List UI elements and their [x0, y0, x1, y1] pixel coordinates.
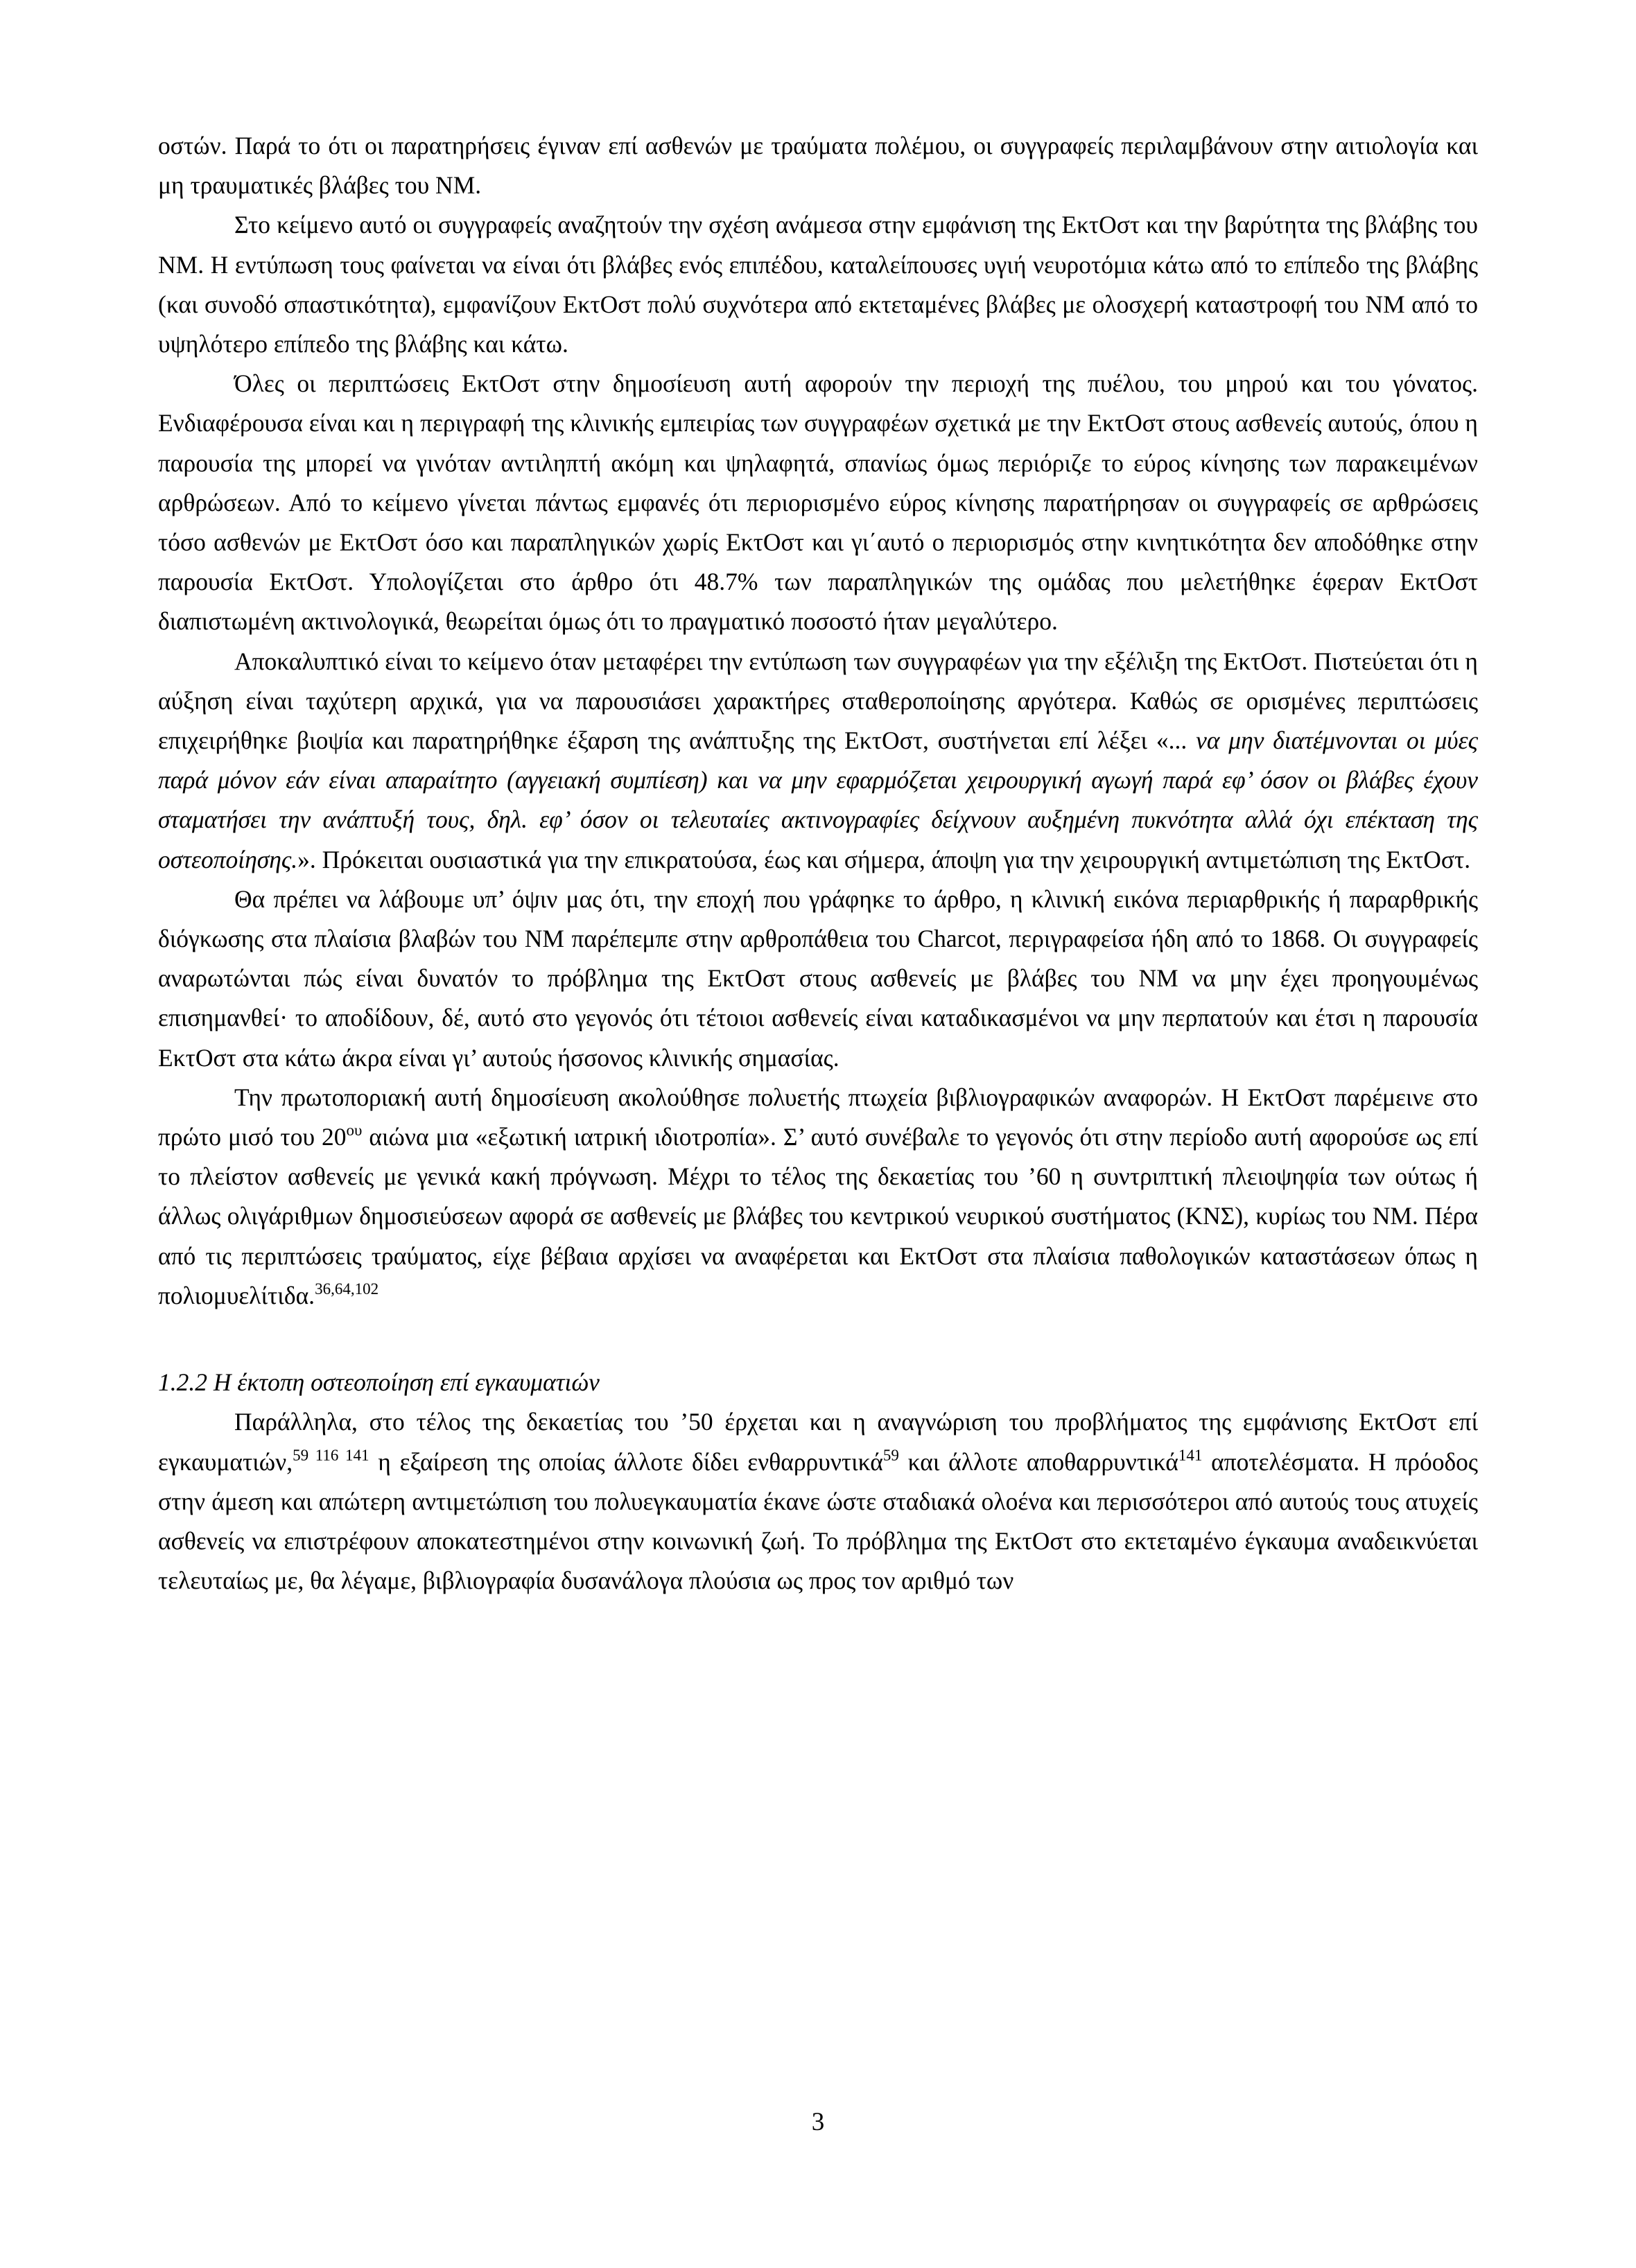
text-run: Παράλληλα, στο τέλος της δεκαετίας του ’50 έρχεται και η αναγνώριση του προβλήματος της εμφάνισης ΕκτΟστ επί εγκαυματιών,	[158, 1408, 1478, 1476]
body-text	[158, 126, 1478, 1316]
page-number: 3	[811, 2108, 825, 2136]
text-run: Στο κείμενο αυτό οι συγγραφείς αναζητούν την σχέση ανάμεσα στην εμφάνιση της ΕκτΟστ και την βαρύτητα της βλάβης του ΝΜ. Η εντύπωση τους φαίνεται να είναι ότι βλάβες ενός επιπέδου, καταλείπουσες υγιή νευροτόμια κάτω από το επίπεδο της βλάβης (και συνοδό σπαστικότητα), εμφανίζουν ΕκτΟστ πολύ συχνότερα από εκτεταμένες βλάβες με ολοσχερή καταστροφή του ΝΜ από το υψηλότερο επίπεδο της βλάβης και κάτω.	[158, 211, 1478, 358]
text-run: αιώνα μια «εξωτική ιατρική ιδιοτροπία». Σ’ αυτό συνέβαλε το γεγονός ότι στην περίοδο αυτή αφορούσε ως επί το πλείστον ασθενείς με γενικά κακή πρόγνωση. Μέχρι το τέλος της δεκαετίας του ’60 η συντριπτική πλειοψηφία των ούτως ή άλλως ολιγάριθμων δημοσιεύσεων αφορά σε ασθενείς με βλάβες του κεντρικού νευρικού συστήματος (ΚΝΣ), κυρίως του ΝΜ. Πέρα από τις περιπτώσεις τραύματος, είχε βέβαια αρχίσει να αναφέρεται και ΕκτΟστ στα πλαίσια παθολογικών καταστάσεων όπως η πολιομυελίτιδα.	[158, 1123, 1478, 1309]
section-body-text	[158, 1402, 1478, 1600]
superscript: 59 116 141	[293, 1446, 369, 1464]
italic-text: να μην διατέμνονται οι μύες παρά μόνον εάν είναι απαραίτητο (αγγειακή συμπίεση) και να μην εφαρμόζεται χειρουργική αγωγή παρά εφ’ όσον οι βλάβες έχουν σταματήσει την ανάπτυξή τους, δηλ. εφ’ όσον οι τελευταίες ακτινογραφίες δείχνουν αυξημένη πυκνότητα αλλά όχι επέκταση της οστεοποίησης.	[158, 726, 1478, 873]
paragraph	[158, 126, 1478, 205]
superscript: 141	[1178, 1446, 1203, 1464]
paragraph	[158, 205, 1478, 364]
text-run: ». Πρόκειται ουσιαστικά για την επικρατούσα, έως και σήμερα, άποψη για την χειρουργική αντιμετώπιση της ΕκτΟστ.	[297, 845, 1471, 873]
text-run: Θα πρέπει να λάβουμε υπ’ όψιν μας ότι, την εποχή που γράφηκε το άρθρο, η κλινική εικόνα περιαρθρικής ή παραρθρικής διόγκωσης στα πλαίσια βλαβών του ΝΜ παρέπεμπε στην αρθροπάθεια του Charcot, περιγραφείσα ήδη από το 1868. Οι συγγραφείς αναρωτώνται πώς είναι δυνατόν το πρόβλημα της ΕκτΟστ στους ασθενείς με βλάβες του ΝΜ να μην έχει προηγουμένως επισημανθεί· το αποδίδουν, δέ, αυτό στο γεγονός ότι τέτοιοι ασθενείς είναι καταδικασμένοι να μην περπατούν και έτσι η παρουσία ΕκτΟστ στα κάτω άκρα είναι γι’ αυτούς ήσσονος κλινικής σημασίας.	[158, 884, 1478, 1072]
paragraph	[158, 1402, 1478, 1600]
document-page	[158, 126, 1478, 1600]
text-run: Την πρωτοποριακή αυτή δημοσίευση ακολούθησε πολυετής πτωχεία βιβλιογραφικών αναφορών. Η ΕκτΟστ παρέμεινε στο πρώτο μισό του 20	[158, 1083, 1478, 1151]
text-run: Αποκαλυπτικό είναι το κείμενο όταν μεταφέρει την εντύπωση των συγγραφέων για την εξέλιξη της ΕκτΟστ. Πιστεύεται ότι η αύξηση είναι ταχύτερη αρχικά, για να παρουσιάσει χαρακτήρες σταθεροποίησης αργότερα. Καθώς σε ορισμένες περιπτώσεις επιχειρήθηκε βιοψία και παρατηρήθηκε έξαρση της ανάπτυξης της ΕκτΟστ, συστήνεται επί λέξει «...	[158, 647, 1478, 755]
paragraph	[158, 1078, 1478, 1316]
paragraph	[158, 364, 1478, 641]
paragraph	[158, 642, 1478, 880]
section-heading: 1.2.2 Η έκτοπη οστεοποίηση επί εγκαυματιών	[158, 1368, 600, 1397]
text-run: Όλες οι περιπτώσεις ΕκτΟστ στην δημοσίευση αυτή αφορούν την περιοχή της πυέλου, του μηρού και του γόνατος. Ενδιαφέρουσα είναι και η περιγραφή της κλινικής εμπειρίας των συγγραφέων σχετικά με την ΕκτΟστ στους ασθενείς αυτούς, όπου η παρουσία της μπορεί να γινόταν αντιληπτή ακόμη και ψηλαφητά, σπανίως όμως περιόριζε το εύρος κίνησης των παρακειμένων αρθρώσεων. Από το κείμενο γίνεται πάντως εμφανές ότι περιορισμένο εύρος κίνησης παρατήρησαν οι συγγραφείς σε αρθρώσεις τόσο ασθενών με ΕκτΟστ όσο και παραπληγικών χωρίς ΕκτΟστ και γι΄αυτό ο περιορισμός στην κινητικότητα δεν αποδόθηκε στην παρουσία ΕκτΟστ. Υπολογίζεται στο άρθρο ότι 48.7% των παραπληγικών της ομάδας που μελετήθηκε έφεραν ΕκτΟστ διαπιστωμένη ακτινολογικά, θεωρείται όμως ότι το πραγματικό ποσοστό ήταν μεγαλύτερο.	[158, 369, 1478, 636]
text-run: οστών. Παρά το ότι οι παρατηρήσεις έγιναν επί ασθενών με τραύματα πολέμου, οι συγγραφείς περιλαμβάνουν στην αιτιολογία και μη τραυματικές βλάβες του ΝΜ.	[158, 132, 1478, 200]
superscript: 36,64,102	[315, 1280, 379, 1298]
paragraph	[158, 880, 1478, 1078]
superscript: 59	[882, 1446, 899, 1464]
text-run: και άλλοτε αποθαρρυντικά	[898, 1447, 1178, 1476]
superscript: ου	[346, 1121, 363, 1139]
text-run: η εξαίρεση της οποίας άλλοτε δίδει ενθαρρυντικά	[369, 1447, 883, 1476]
text-run: αποτελέσματα. Η πρόοδος στην άμεση και απώτερη αντιμετώπιση του πολυεγκαυματία έκανε ώστε σταδιακά ολοένα και περισσότεροι από αυτούς τους ατυχείς ασθενείς να επιστρέφουν αποκατεστημένοι στην κοινωνική ζωή. Το πρόβλημα της ΕκτΟστ στο εκτεταμένο έγκαυμα αναδεικνύεται τελευταίως με, θα λέγαμε, βιβλιογραφία δυσανάλογα πλούσια ως προς τον αριθμό των	[158, 1447, 1478, 1595]
